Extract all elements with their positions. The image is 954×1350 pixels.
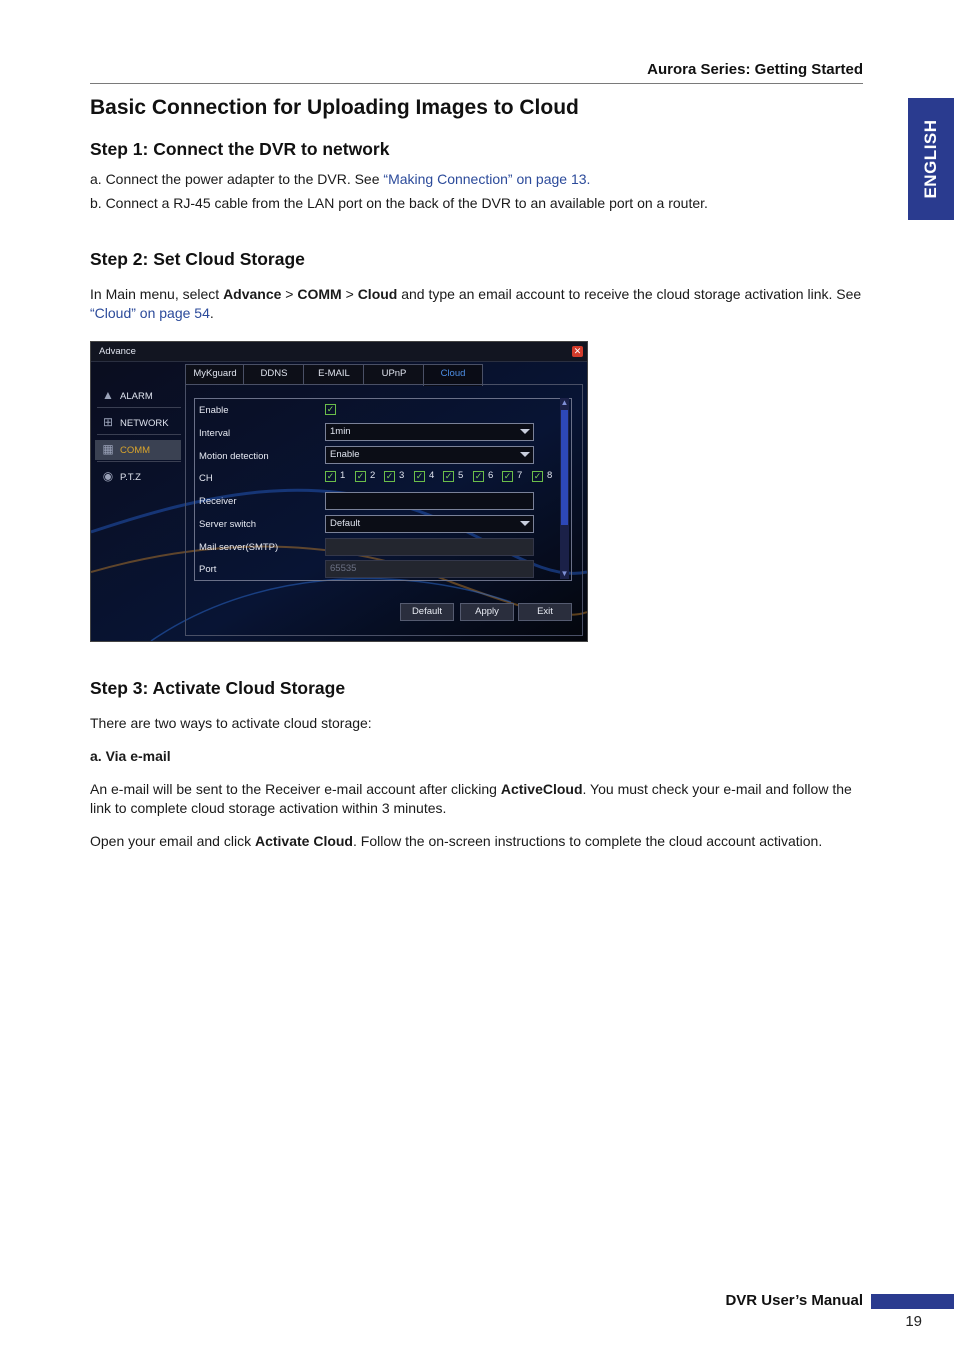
step3-paragraph-1 [90,780,865,818]
sidebar-item-ptz[interactable] [95,467,181,487]
ch-number: 6 [488,470,494,481]
interval-label: Interval [199,428,231,439]
step3-text: An e-mail will be sent to the Receiver e-mail account after clicking [90,781,501,797]
sidebar-item-label: COMM [120,445,151,456]
chevron-down-icon [520,429,530,434]
step2-text: and type an email account to receive the cloud storage activation link. See [397,286,862,302]
step2-paragraph [90,285,865,323]
step3-text: . You must check your e-mail and follow the link to complete cloud storage activation within 3 minutes. [90,781,852,816]
ch1-checkbox[interactable]: ✓ [326,471,335,481]
interval-select[interactable] [325,423,534,441]
enable-label: Enable [199,405,229,416]
step1-item-b: b. Connect a RJ-45 cable from the LAN port on the back of the DVR to an available port on a router. [90,195,708,211]
step1-a-text: a. Connect the power adapter to the DVR. See [90,171,384,187]
dvr-title-bar [91,342,587,362]
network-icon: ⊞ [102,415,114,429]
step3-title: Step 3: Activate Cloud Storage [90,678,346,698]
step3-subheading: a. Via e-mail [90,748,171,764]
server-switch-value: Default [330,518,361,529]
tab-upnp[interactable]: UPnP [363,364,425,384]
sidebar-item-label: NETWORK [120,418,169,429]
camera-icon: ◉ [102,469,114,483]
receiver-label: Receiver [199,496,237,507]
ch-number: 7 [517,470,523,481]
receiver-input[interactable] [325,492,534,510]
running-header: Aurora Series: Getting Started [647,61,863,78]
path-separator: > [281,286,298,302]
interval-value: 1min [330,426,351,437]
language-tab-label: ENGLISH [921,119,940,199]
default-button[interactable]: Default [400,603,454,621]
sidebar-divider [97,461,181,462]
server-switch-label: Server switch [199,519,257,530]
header-rule [90,83,863,84]
ch-number: 5 [458,470,464,481]
ch8-checkbox[interactable]: ✓ [533,471,542,481]
scroll-up-icon[interactable]: ▲ [560,398,569,407]
port-input [325,560,534,578]
making-connection-link[interactable]: “Making Connection” on page 13. [383,171,591,187]
cloud-page-link[interactable]: “Cloud” on page 54 [90,305,210,321]
sidebar-item-comm[interactable] [95,440,181,460]
ch-label: CH [199,473,213,484]
activecloud-term: ActiveCloud [500,781,583,797]
step3-text: Open your email and click [90,833,255,849]
step2-title: Step 2: Set Cloud Storage [90,249,305,269]
ch-number: 8 [547,470,553,481]
dvr-window-title: Advance [99,346,136,357]
step1-title: Step 1: Connect the DVR to network [90,139,390,159]
server-switch-select[interactable] [325,515,534,533]
step1-item-a [90,170,865,189]
step3-text: . Follow the on-screen instructions to complete the cloud account activation. [352,833,823,849]
path-separator: > [341,286,358,302]
step2-text: . [209,305,214,321]
apply-button[interactable]: Apply [460,603,514,621]
cloud-settings-form [194,398,572,581]
sidebar-divider [97,434,181,435]
scroll-down-icon[interactable]: ▼ [560,569,569,578]
dvr-advance-window [90,341,588,642]
tab-ddns[interactable]: DDNS [243,364,305,384]
close-icon[interactable]: ✕ [573,346,582,356]
chevron-down-icon [520,452,530,457]
language-tab [908,98,954,220]
sidebar-item-label: P.T.Z [120,472,141,483]
exit-button[interactable]: Exit [518,603,572,621]
section-title: Basic Connection for Uploading Images to Cloud [90,96,579,119]
mail-server-input [325,538,534,556]
bell-icon: ▲ [102,388,114,402]
sidebar-item-label: ALARM [120,391,153,402]
ch-number: 3 [399,470,405,481]
step3-intro: There are two ways to activate cloud storage: [90,715,372,731]
chevron-down-icon [520,521,530,526]
ch-number: 1 [340,470,346,481]
ch4-checkbox[interactable]: ✓ [415,471,424,481]
form-scrollbar[interactable] [560,398,569,579]
motion-detection-select[interactable] [325,446,534,464]
grid-icon: ▦ [102,442,114,456]
page-number: 19 [905,1313,922,1330]
motion-detection-value: Enable [330,449,360,460]
ch2-checkbox[interactable]: ✓ [356,471,365,481]
ch-number: 2 [370,470,376,481]
tab-mykguard[interactable]: MyKguard [185,364,245,384]
enable-checkbox[interactable]: ✓ [326,404,335,414]
tab-email[interactable]: E-MAIL [303,364,365,384]
footer-bar [871,1294,954,1309]
ch6-checkbox[interactable]: ✓ [474,471,483,481]
advance-term: Advance [223,286,282,302]
footer-manual-title: DVR User’s Manual [725,1292,863,1309]
ch5-checkbox[interactable]: ✓ [444,471,453,481]
step2-text: In Main menu, select [90,286,224,302]
ch-number: 4 [429,470,435,481]
sidebar-item-alarm[interactable] [95,386,181,406]
ch3-checkbox[interactable]: ✓ [385,471,394,481]
sidebar-divider [97,407,181,408]
step3-paragraph-2 [90,832,865,851]
port-label: Port [199,564,217,575]
activate-cloud-term: Activate Cloud [254,833,353,849]
port-value: 65535 [330,563,357,574]
cloud-term: Cloud [357,286,398,302]
sidebar-item-network[interactable] [95,413,181,433]
scrollbar-thumb[interactable] [561,410,568,525]
motion-detection-label: Motion detection [199,451,269,462]
comm-term: COMM [297,286,342,302]
tab-cloud[interactable]: Cloud [423,364,483,386]
ch7-checkbox[interactable]: ✓ [503,471,512,481]
mail-server-label: Mail server(SMTP) [199,542,279,553]
